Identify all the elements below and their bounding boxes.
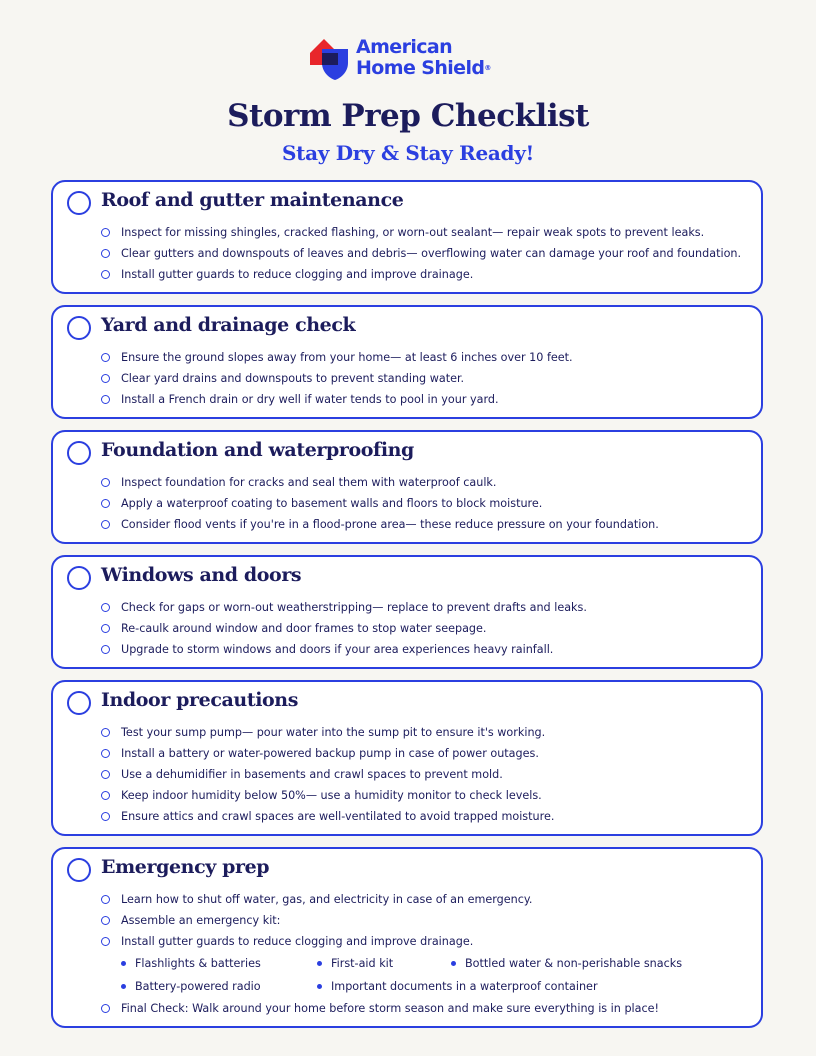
shield-house-icon — [308, 35, 352, 81]
emergency-kit-list — [101, 952, 683, 998]
checklist-item[interactable]: Consider flood vents if you're in a flood-prone area— these reduce pressure on your foundation. — [101, 514, 659, 535]
section-title: Windows and doors — [101, 564, 302, 586]
kit-item: Flashlights & batteries — [119, 953, 261, 974]
section-emergency-prep — [51, 847, 763, 1028]
section-windows-doors — [51, 555, 763, 669]
section-checkbox[interactable] — [67, 566, 91, 590]
kit-item: Bottled water & non-perishable snacks — [449, 953, 682, 974]
kit-item: Important documents in a waterproof container — [315, 976, 598, 997]
checklist-item[interactable]: Keep indoor humidity below 50%— use a humidity monitor to check levels. — [101, 785, 554, 806]
checklist-item[interactable]: Upgrade to storm windows and doors if your area experiences heavy rainfall. — [101, 639, 587, 660]
checklist-item[interactable]: Install a French drain or dry well if water tends to pool in your yard. — [101, 389, 573, 410]
checklist-item[interactable]: Learn how to shut off water, gas, and electricity in case of an emergency. — [101, 889, 659, 910]
section-indoor-precautions — [51, 680, 763, 836]
section-roof-gutter — [51, 180, 763, 294]
section-foundation-waterproofing — [51, 430, 763, 544]
checklist-item[interactable]: Install gutter guards to reduce clogging and improve drainage. — [101, 264, 741, 285]
section-checkbox[interactable] — [67, 691, 91, 715]
checklist-item[interactable]: Inspect foundation for cracks and seal them with waterproof caulk. — [101, 472, 659, 493]
section-checkbox[interactable] — [67, 858, 91, 882]
checklist-item[interactable]: Install gutter guards to reduce clogging and improve drainage. — [101, 931, 659, 952]
checklist-item[interactable]: Clear gutters and downspouts of leaves and debris— overflowing water can damage your roof and foundation. — [101, 243, 741, 264]
section-title: Foundation and waterproofing — [101, 439, 414, 461]
page-title: Storm Prep Checklist — [227, 98, 589, 134]
checklist-item[interactable]: Clear yard drains and downspouts to prevent standing water. — [101, 368, 573, 389]
checklist-item[interactable]: Apply a waterproof coating to basement walls and floors to block moisture. — [101, 493, 659, 514]
section-title: Yard and drainage check — [101, 314, 356, 336]
checklist-item[interactable]: Ensure the ground slopes away from your home— at least 6 inches over 10 feet. — [101, 347, 573, 368]
section-title: Indoor precautions — [101, 689, 299, 711]
checklist-item[interactable]: Test your sump pump— pour water into the sump pit to ensure it's working. — [101, 722, 554, 743]
registered-mark: ® — [484, 64, 492, 72]
checklist-item[interactable]: Use a dehumidifier in basements and crawl spaces to prevent mold. — [101, 764, 554, 785]
checklist-item[interactable]: Inspect for missing shingles, cracked flashing, or worn-out sealant— repair weak spots to prevent leaks. — [101, 222, 741, 243]
section-yard-drainage — [51, 305, 763, 419]
logo-line2: Home Shield — [356, 57, 485, 79]
checklist-item-final[interactable]: Final Check: Walk around your home before storm season and make sure everything is in place! — [101, 998, 659, 1019]
checklist-item[interactable]: Re-caulk around window and door frames to stop water seepage. — [101, 618, 587, 639]
logo-line1: American — [356, 36, 453, 58]
kit-item: Battery-powered radio — [119, 976, 261, 997]
section-checkbox[interactable] — [67, 191, 91, 215]
checklist-item[interactable]: Check for gaps or worn-out weatherstripping— replace to prevent drafts and leaks. — [101, 597, 587, 618]
page-subtitle: Stay Dry & Stay Ready! — [281, 141, 535, 165]
section-title: Roof and gutter maintenance — [101, 189, 404, 211]
checklist-item[interactable]: Ensure attics and crawl spaces are well-ventilated to avoid trapped moisture. — [101, 806, 554, 827]
section-checkbox[interactable] — [67, 316, 91, 340]
brand-logo — [308, 35, 518, 83]
checklist-item[interactable]: Assemble an emergency kit: — [101, 910, 659, 931]
kit-item: First-aid kit — [315, 953, 393, 974]
checklist-item[interactable]: Install a battery or water-powered backup pump in case of power outages. — [101, 743, 554, 764]
section-checkbox[interactable] — [67, 441, 91, 465]
section-title: Emergency prep — [101, 856, 270, 878]
